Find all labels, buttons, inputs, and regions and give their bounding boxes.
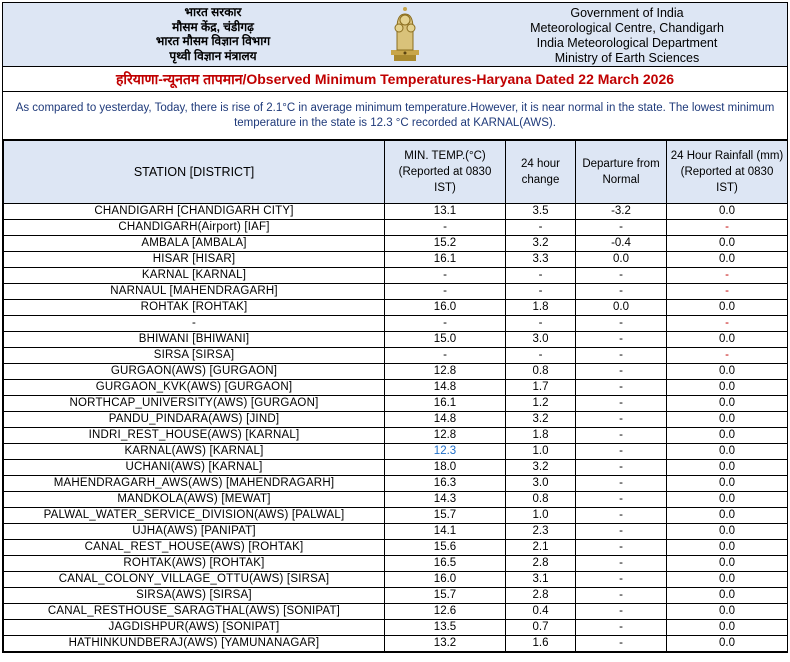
table-row <box>4 268 788 284</box>
min-temp-cell: 14.1 <box>385 524 506 540</box>
table-row <box>4 460 788 476</box>
rainfall-cell: 0.0 <box>667 572 788 588</box>
min-temp-cell: 16.0 <box>385 300 506 316</box>
change-cell: 3.2 <box>506 412 576 428</box>
station-cell: UCHANI(AWS) [KARNAL] <box>4 460 385 476</box>
station-cell: CHANDIGARH(Airport) [IAF] <box>4 220 385 236</box>
departure-cell: - <box>576 508 667 524</box>
change-cell: 2.1 <box>506 540 576 556</box>
station-cell: BHIWANI [BHIWANI] <box>4 332 385 348</box>
change-cell: 0.8 <box>506 492 576 508</box>
min-temp-cell: 15.7 <box>385 508 506 524</box>
station-cell: ROHTAK [ROHTAK] <box>4 300 385 316</box>
min-temp-cell: 14.8 <box>385 412 506 428</box>
departure-cell: - <box>576 636 667 652</box>
rainfall-cell: 0.0 <box>667 508 788 524</box>
min-temp-cell: 14.3 <box>385 492 506 508</box>
station-cell: CANAL_RESTHOUSE_SARAGTHAL(AWS) [SONIPAT] <box>4 604 385 620</box>
min-temp-cell: 16.0 <box>385 572 506 588</box>
change-cell: 1.8 <box>506 300 576 316</box>
rainfall-cell: 0.0 <box>667 444 788 460</box>
min-temp-cell: 16.3 <box>385 476 506 492</box>
table-row <box>4 316 788 332</box>
hindi-line: भारत मौसम विज्ञान विभाग <box>155 34 271 48</box>
header-min-temp: MIN. TEMP.(°C) (Reported at 0830 IST) <box>385 141 506 204</box>
table-row <box>4 540 788 556</box>
departure-cell: - <box>576 428 667 444</box>
table-row <box>4 428 788 444</box>
min-temp-cell: 15.2 <box>385 236 506 252</box>
rainfall-cell: 0.0 <box>667 332 788 348</box>
change-cell: - <box>506 220 576 236</box>
rainfall-cell: 0.0 <box>667 476 788 492</box>
change-cell: - <box>506 284 576 300</box>
table-row <box>4 492 788 508</box>
min-temp-cell: - <box>385 316 506 332</box>
rainfall-cell: - <box>667 268 788 284</box>
station-cell: NARNAUL [MAHENDRAGARH] <box>4 284 385 300</box>
table-row <box>4 204 788 220</box>
change-cell: 3.3 <box>506 252 576 268</box>
change-cell: 3.2 <box>506 460 576 476</box>
rainfall-cell: 0.0 <box>667 204 788 220</box>
min-temp-cell: 13.1 <box>385 204 506 220</box>
departure-cell: - <box>576 364 667 380</box>
table-row <box>4 332 788 348</box>
hindi-line: भारत सरकार <box>184 5 242 19</box>
table-row <box>4 588 788 604</box>
hindi-line: पृथ्वी विज्ञान मंत्रालय <box>169 48 257 63</box>
table-row <box>4 620 788 636</box>
min-temp-cell: 13.5 <box>385 620 506 636</box>
english-ministry-block <box>507 6 747 66</box>
change-cell: - <box>506 348 576 364</box>
departure-cell: - <box>576 316 667 332</box>
min-temp-cell: 12.8 <box>385 364 506 380</box>
station-cell: PALWAL_WATER_SERVICE_DIVISION(AWS) [PALWAL] <box>4 508 385 524</box>
departure-cell: - <box>576 220 667 236</box>
table-row <box>4 524 788 540</box>
change-cell: 2.3 <box>506 524 576 540</box>
min-temp-cell: - <box>385 348 506 364</box>
departure-cell: -0.4 <box>576 236 667 252</box>
station-cell: CANAL_REST_HOUSE(AWS) [ROHTAK] <box>4 540 385 556</box>
table-row <box>4 396 788 412</box>
rainfall-cell: 0.0 <box>667 300 788 316</box>
rainfall-cell: 0.0 <box>667 524 788 540</box>
change-cell: - <box>506 268 576 284</box>
station-cell: GURGAON(AWS) [GURGAON] <box>4 364 385 380</box>
change-cell: 1.8 <box>506 428 576 444</box>
change-cell: 1.7 <box>506 380 576 396</box>
departure-cell: - <box>576 588 667 604</box>
min-temp-cell: 15.6 <box>385 540 506 556</box>
station-cell: AMBALA [AMBALA] <box>4 236 385 252</box>
table-row <box>4 444 788 460</box>
table-row <box>4 300 788 316</box>
station-cell: GURGAON_KVK(AWS) [GURGAON] <box>4 380 385 396</box>
departure-cell: -3.2 <box>576 204 667 220</box>
change-cell: 3.2 <box>506 236 576 252</box>
station-cell: HATHINKUNDBERAJ(AWS) [YAMUNANAGAR] <box>4 636 385 652</box>
departure-cell: - <box>576 460 667 476</box>
rainfall-cell: 0.0 <box>667 540 788 556</box>
rainfall-cell: - <box>667 316 788 332</box>
report-title: हरियाणा-न्यूनतम तापमान/Observed Minimum Temperatures-Haryana Dated 22 March 2026 <box>3 67 787 92</box>
temperature-table <box>3 140 788 652</box>
departure-cell: - <box>576 540 667 556</box>
departure-cell: 0.0 <box>576 252 667 268</box>
min-temp-cell: 15.0 <box>385 332 506 348</box>
departure-cell: - <box>576 444 667 460</box>
departure-cell: - <box>576 380 667 396</box>
change-cell: 0.4 <box>506 604 576 620</box>
rainfall-cell: - <box>667 348 788 364</box>
change-cell: 2.8 <box>506 556 576 572</box>
station-cell: INDRI_REST_HOUSE(AWS) [KARNAL] <box>4 428 385 444</box>
table-row <box>4 364 788 380</box>
min-temp-cell: 12.6 <box>385 604 506 620</box>
rainfall-cell: 0.0 <box>667 364 788 380</box>
min-temp-cell: - <box>385 268 506 284</box>
station-cell: HISAR [HISAR] <box>4 252 385 268</box>
rainfall-cell: 0.0 <box>667 588 788 604</box>
station-cell: MANDKOLA(AWS) [MEWAT] <box>4 492 385 508</box>
station-cell: SIRSA [SIRSA] <box>4 348 385 364</box>
table-row <box>4 556 788 572</box>
change-cell: 3.1 <box>506 572 576 588</box>
change-cell: 3.0 <box>506 476 576 492</box>
rainfall-cell: 0.0 <box>667 380 788 396</box>
departure-cell: - <box>576 412 667 428</box>
rainfall-cell: 0.0 <box>667 620 788 636</box>
header-departure: Departure from Normal <box>576 141 667 204</box>
rainfall-cell: 0.0 <box>667 556 788 572</box>
min-temp-cell: 14.8 <box>385 380 506 396</box>
table-row <box>4 252 788 268</box>
change-cell: - <box>506 316 576 332</box>
table-row <box>4 220 788 236</box>
station-cell: - <box>4 316 385 332</box>
rainfall-cell: 0.0 <box>667 460 788 476</box>
min-temp-cell: - <box>385 220 506 236</box>
rainfall-cell: 0.0 <box>667 396 788 412</box>
table-row <box>4 380 788 396</box>
min-temp-cell: 12.3 <box>385 444 506 460</box>
min-temp-cell: - <box>385 284 506 300</box>
departure-cell: - <box>576 476 667 492</box>
change-cell: 0.8 <box>506 364 576 380</box>
min-temp-cell: 16.5 <box>385 556 506 572</box>
rainfall-cell: 0.0 <box>667 636 788 652</box>
station-cell: KARNAL(AWS) [KARNAL] <box>4 444 385 460</box>
table-body <box>4 204 788 652</box>
rainfall-cell: - <box>667 220 788 236</box>
english-line: Government of India <box>570 6 684 20</box>
change-cell: 1.0 <box>506 508 576 524</box>
departure-cell: - <box>576 572 667 588</box>
table-row <box>4 284 788 300</box>
header-24h-change: 24 hour change <box>506 141 576 204</box>
rainfall-cell: 0.0 <box>667 428 788 444</box>
departure-cell: - <box>576 332 667 348</box>
min-temp-cell: 16.1 <box>385 396 506 412</box>
station-cell: MAHENDRAGARH_AWS(AWS) [MAHENDRAGARH] <box>4 476 385 492</box>
hindi-ministry-block <box>113 5 313 63</box>
rainfall-cell: 0.0 <box>667 492 788 508</box>
table-row <box>4 236 788 252</box>
station-cell: PANDU_PINDARA(AWS) [JIND] <box>4 412 385 428</box>
station-cell: ROHTAK(AWS) [ROHTAK] <box>4 556 385 572</box>
departure-cell: - <box>576 556 667 572</box>
english-line: Meteorological Centre, Chandigarh <box>530 21 724 35</box>
report-page <box>2 2 788 653</box>
hindi-line: मौसम केंद्र, चंडीगढ़ <box>172 19 254 34</box>
change-cell: 0.7 <box>506 620 576 636</box>
departure-cell: - <box>576 348 667 364</box>
station-cell: SIRSA(AWS) [SIRSA] <box>4 588 385 604</box>
table-row <box>4 348 788 364</box>
rainfall-cell: 0.0 <box>667 252 788 268</box>
change-cell: 2.8 <box>506 588 576 604</box>
station-cell: CANAL_COLONY_VILLAGE_OTTU(AWS) [SIRSA] <box>4 572 385 588</box>
departure-cell: - <box>576 492 667 508</box>
station-cell: JAGDISHPUR(AWS) [SONIPAT] <box>4 620 385 636</box>
min-temp-cell: 13.2 <box>385 636 506 652</box>
english-line: Ministry of Earth Sciences <box>554 51 700 65</box>
table-row <box>4 604 788 620</box>
departure-cell: - <box>576 268 667 284</box>
departure-cell: - <box>576 620 667 636</box>
rainfall-cell: 0.0 <box>667 604 788 620</box>
rainfall-cell: - <box>667 284 788 300</box>
min-temp-cell: 12.8 <box>385 428 506 444</box>
rainfall-cell: 0.0 <box>667 412 788 428</box>
change-cell: 1.6 <box>506 636 576 652</box>
change-cell: 3.0 <box>506 332 576 348</box>
table-header-row <box>4 141 788 204</box>
departure-cell: - <box>576 284 667 300</box>
table-row <box>4 572 788 588</box>
min-temp-cell: 18.0 <box>385 460 506 476</box>
min-temp-cell: 16.1 <box>385 252 506 268</box>
header-station: STATION [DISTRICT] <box>4 141 385 204</box>
station-cell: UJHA(AWS) [PANIPAT] <box>4 524 385 540</box>
table-row <box>4 476 788 492</box>
header-banner <box>3 3 787 67</box>
change-cell: 1.2 <box>506 396 576 412</box>
departure-cell: - <box>576 604 667 620</box>
station-cell: NORTHCAP_UNIVERSITY(AWS) [GURGAON] <box>4 396 385 412</box>
departure-cell: - <box>576 524 667 540</box>
table-row <box>4 412 788 428</box>
station-cell: CHANDIGARH [CHANDIGARH CITY] <box>4 204 385 220</box>
state-emblem-icon <box>385 6 425 64</box>
table-row <box>4 636 788 652</box>
summary-text: As compared to yesterday, Today, there is rise of 2.1°C in average minimum temperature.However, it is near normal in the state. The lowest minimum temperature in the state is 12.3 °C recorded at KARNAL(AWS). <box>3 92 787 140</box>
english-line: India Meteorological Department <box>536 36 718 50</box>
min-temp-cell: 15.7 <box>385 588 506 604</box>
table-row <box>4 508 788 524</box>
header-rainfall: 24 Hour Rainfall (mm) (Reported at 0830 IST) <box>667 141 788 204</box>
station-cell: KARNAL [KARNAL] <box>4 268 385 284</box>
rainfall-cell: 0.0 <box>667 236 788 252</box>
change-cell: 3.5 <box>506 204 576 220</box>
departure-cell: - <box>576 396 667 412</box>
departure-cell: 0.0 <box>576 300 667 316</box>
change-cell: 1.0 <box>506 444 576 460</box>
